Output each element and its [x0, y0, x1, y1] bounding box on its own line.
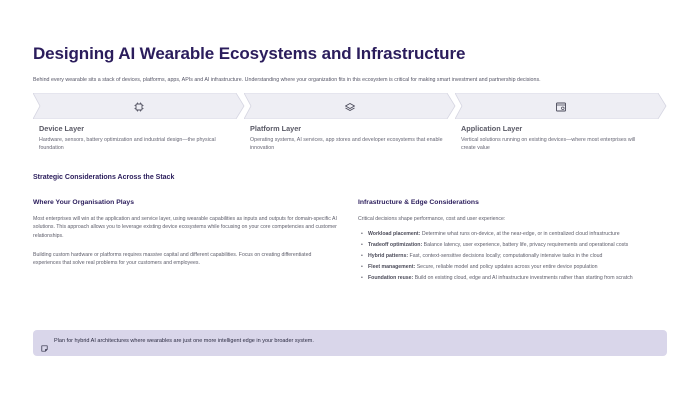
device-layer-description: Hardware, sensors, battery optimization and industrial design—the physical foundation	[39, 137, 216, 152]
bullet-term: Workload placement:	[368, 231, 421, 237]
bullet-term: Tradeoff optimization:	[368, 241, 423, 248]
platform-layer-description: Operating systems, AI services, app stores and developer ecosystems that enable innovation	[250, 137, 443, 152]
list-item	[367, 230, 667, 238]
callout-text: Plan for hybrid AI architectures where wearables are just one more intelligent edge in your broader system.	[54, 338, 314, 344]
chevron-device-layer	[33, 93, 245, 119]
application-layer-card	[461, 124, 647, 153]
platform-layer-card	[250, 124, 446, 153]
note-icon	[41, 339, 48, 346]
left-paragraph-1: Most enterprises will win at the application and service layer, using wearable capabilities as inputs and outputs for domain-specific AI solutions. This approach allows you to leverage existing device ecosystems while focusing on your core competencies and customer relationships.	[33, 216, 337, 239]
list-item	[367, 263, 667, 271]
application-layer-description: Vertical solutions running on existing devices—where most enterprises will create value	[461, 137, 636, 152]
section-heading: Strategic Considerations Across the Stack	[33, 174, 175, 181]
left-column-heading: Where Your Organisation Plays	[33, 199, 134, 206]
platform-layer-title: Platform Layer	[250, 124, 302, 133]
bullet-term: Hybrid patterns:	[368, 252, 409, 259]
app-window-icon	[555, 100, 567, 112]
callout-box	[33, 330, 667, 356]
application-layer-title: Application Layer	[461, 124, 523, 133]
device-layer-title: Device Layer	[39, 124, 85, 133]
right-intro: Critical decisions shape performance, cost and user experience:	[358, 216, 506, 222]
chevron-platform-layer	[244, 93, 456, 119]
bullet-text: Secure, reliable model and policy updates across your entire device population	[415, 263, 598, 270]
bullet-term: Foundation reuse:	[368, 274, 414, 281]
bullet-term: Fleet management:	[368, 263, 416, 270]
left-paragraph-2: Building custom hardware or platforms requires massive capital and different capabilities. Focus on creating differentiated experiences that solve real problems for your customers and employees.	[33, 252, 312, 267]
chevron-application-layer	[455, 93, 667, 119]
stack-chevron-row	[33, 93, 667, 119]
bullet-text: Balance latency, user experience, battery life, privacy requirements and operational costs	[422, 241, 629, 248]
page-title: Designing AI Wearable Ecosystems and Infrastructure	[33, 44, 466, 63]
device-layer-card	[39, 124, 235, 153]
intro-text: Behind every wearable sits a stack of devices, platforms, apps, APIs and AI infrastructure. Understanding where your organization fits in this ecosystem is critical for making smart investment and partnership decisions.	[33, 77, 541, 83]
consideration-list	[367, 230, 667, 285]
bullet-text: Fast, context-sensitive decisions locally; computationally intensive tasks in the cloud	[408, 252, 603, 259]
list-item	[367, 252, 667, 260]
layers-icon	[344, 100, 356, 112]
bullet-text: Build on existing cloud, edge and AI infrastructure investments rather than starting from scratch	[413, 274, 633, 281]
chip-icon	[133, 100, 145, 112]
right-column-heading: Infrastructure & Edge Considerations	[358, 199, 479, 206]
list-item	[367, 274, 667, 282]
bullet-text: Determine what runs on-device, at the near-edge, or in centralized cloud infrastructure	[420, 231, 620, 237]
list-item	[367, 241, 667, 249]
